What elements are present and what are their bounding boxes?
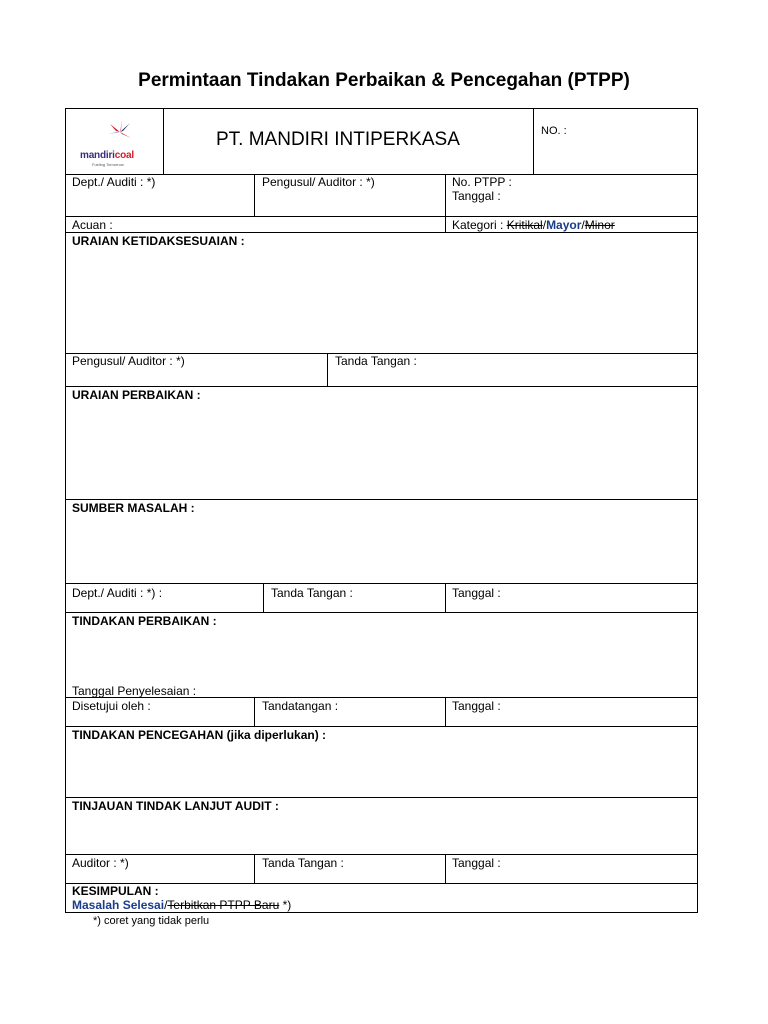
tindakan-pencegahan-heading: TINDAKAN PENCEGAHAN (jika diperlukan) : (72, 728, 327, 742)
row-divider (65, 216, 698, 217)
col-divider (254, 854, 255, 884)
logo-wordmark: mandiricoal (80, 150, 134, 161)
tindakan-perbaikan-heading: TINDAKAN PERBAIKAN : (72, 614, 217, 628)
footnote: *) coret yang tidak perlu (93, 915, 210, 927)
row-divider (65, 854, 698, 855)
sign2-tanggal-label: Tanggal : (452, 586, 501, 600)
sign3-tanggal-label: Tanggal : (452, 699, 501, 713)
col-divider (163, 108, 164, 175)
row-divider (65, 883, 698, 884)
col-divider (445, 174, 446, 233)
sign2-tanda-tangan-label: Tanda Tangan : (271, 586, 353, 600)
col-divider (445, 583, 446, 613)
dept-auditi-label: Dept./ Auditi : *) (72, 175, 156, 189)
logo-tagline: Fueling Tomorrow (92, 162, 124, 167)
acuan-label: Acuan : (72, 218, 113, 232)
kesimpulan-options: Masalah Selesai/Terbitkan PTPP Baru *) (72, 898, 292, 912)
col-divider (254, 174, 255, 217)
kesimpulan-heading: KESIMPULAN : (72, 884, 159, 898)
row-divider (65, 174, 698, 175)
row-divider (65, 583, 698, 584)
col-divider (327, 353, 328, 387)
sign4-auditor-label: Auditor : *) (72, 856, 129, 870)
uraian-ketidaksesuaian-heading: URAIAN KETIDAKSESUAIAN : (72, 234, 245, 248)
col-divider (445, 854, 446, 884)
row-divider (65, 612, 698, 613)
sumber-masalah-heading: SUMBER MASALAH : (72, 501, 195, 515)
row-divider (65, 797, 698, 798)
row-divider (65, 499, 698, 500)
row-divider (65, 386, 698, 387)
pengusul-auditor-label: Pengusul/ Auditor : *) (262, 175, 375, 189)
company-name: PT. MANDIRI INTIPERKASA (216, 129, 460, 150)
uraian-perbaikan-heading: URAIAN PERBAIKAN : (72, 388, 201, 402)
col-divider (254, 697, 255, 727)
sign4-tanda-tangan-label: Tanda Tangan : (262, 856, 344, 870)
row-divider (65, 232, 698, 233)
sign1-tanda-tangan-label: Tanda Tangan : (335, 354, 417, 368)
col-divider (533, 108, 534, 175)
form-title: Permintaan Tindakan Perbaikan & Pencegahan (PTPP) (138, 70, 630, 91)
no-ptpp-label: No. PTPP : (452, 175, 512, 189)
col-divider (263, 583, 264, 613)
tinjauan-heading: TINJAUAN TINDAK LANJUT AUDIT : (72, 799, 279, 813)
tanggal-label: Tanggal : (452, 189, 501, 203)
sign2-dept-label: Dept./ Auditi : *) : (72, 586, 163, 600)
kategori-field: Kategori : Kritikal/Mayor/Minor (452, 218, 615, 232)
col-divider (445, 697, 446, 727)
tanggal-penyelesaian-label: Tanggal Penyelesaian : (72, 684, 197, 698)
sign4-tanggal-label: Tanggal : (452, 856, 501, 870)
disetujui-label: Disetujui oleh : (72, 699, 151, 713)
row-divider (65, 726, 698, 727)
no-field-label: NO. : (541, 125, 567, 137)
sign3-tandatangan-label: Tandatangan : (262, 699, 339, 713)
sign1-pengusul-label: Pengusul/ Auditor : *) (72, 354, 185, 368)
